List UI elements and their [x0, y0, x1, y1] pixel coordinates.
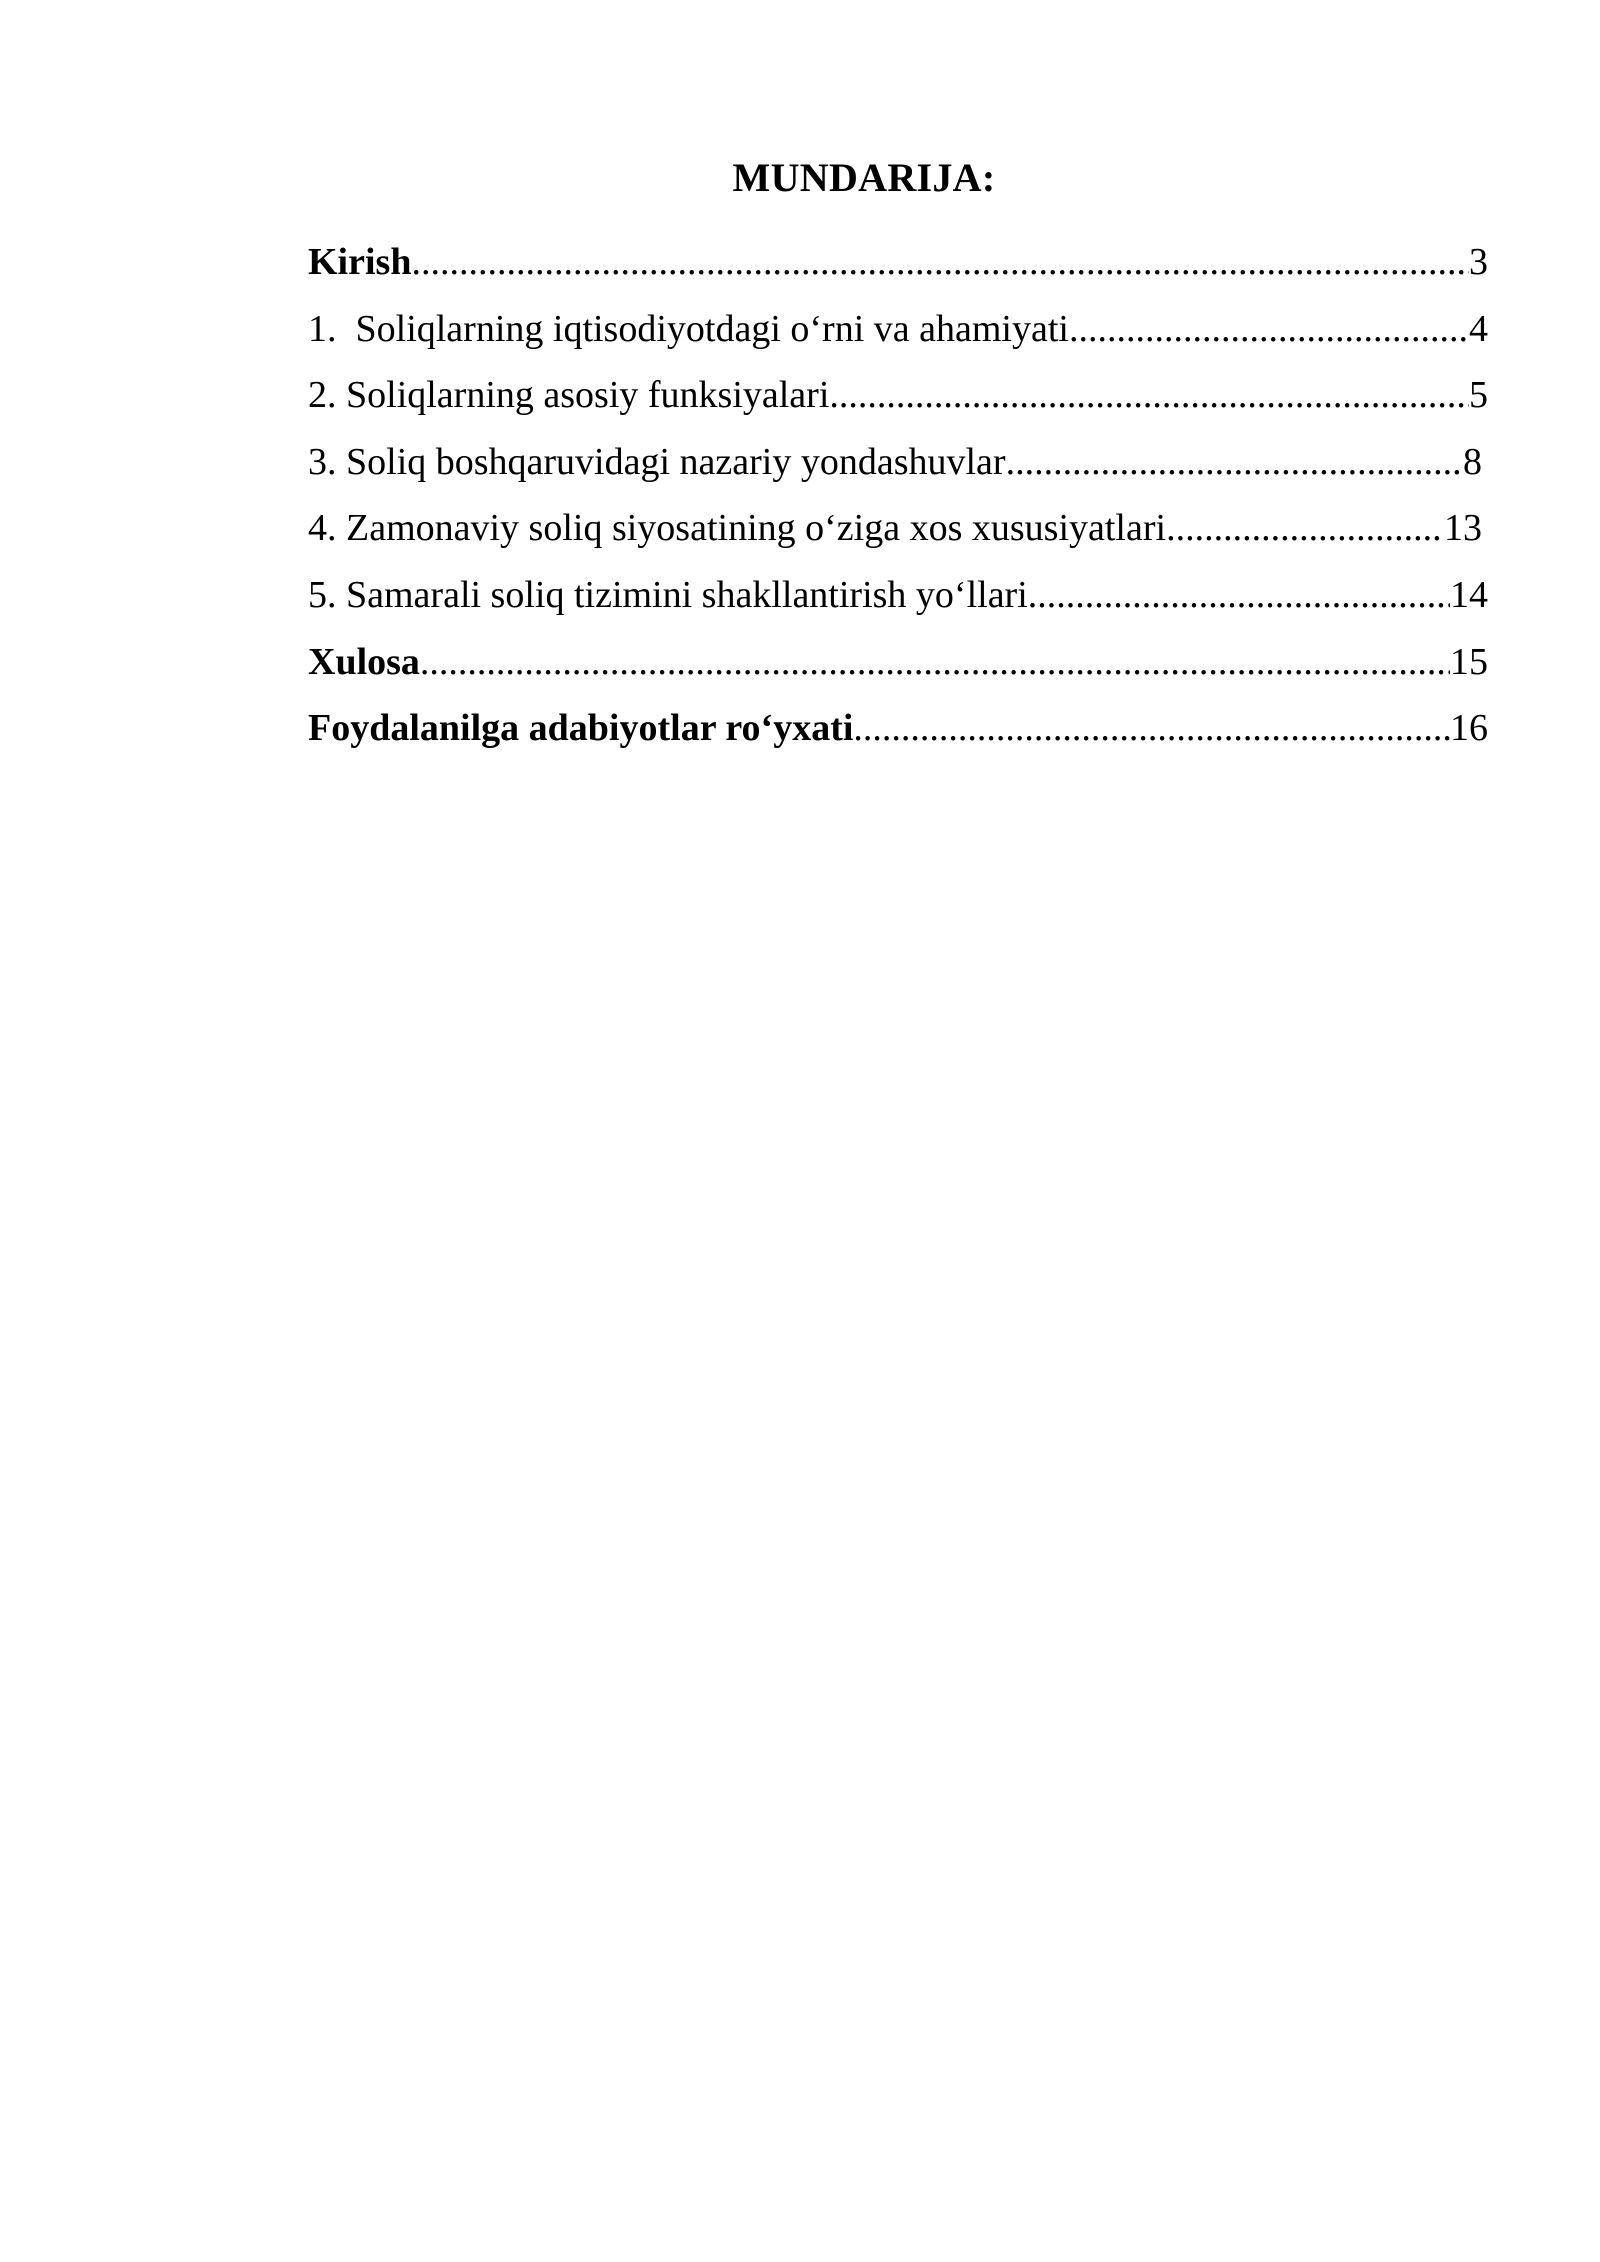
page-title: MUNDARIJA:: [732, 155, 996, 200]
toc-dot-leader: [420, 636, 1450, 688]
toc-entry[interactable]: [308, 303, 1488, 370]
toc-entry[interactable]: [308, 369, 1488, 436]
toc-entry[interactable]: [308, 236, 1488, 303]
toc-entry-text: 5. Samarali soliq tizimini shakllantirish yo‘llari: [308, 573, 1028, 616]
toc-page-number: 5: [1469, 374, 1488, 417]
toc-dot-leader: [411, 236, 1469, 288]
toc-page-number: 15: [1450, 640, 1488, 683]
toc-entry-text: 4. Zamonaviy soliq siyosatining o‘ziga xos xususiyatlari: [308, 507, 1167, 550]
toc-entry[interactable]: [308, 636, 1488, 703]
toc-dot-leader: [853, 702, 1450, 754]
toc-page-number: 8: [1463, 440, 1482, 483]
toc-entry[interactable]: [308, 502, 1482, 569]
toc-page-number: 16: [1450, 707, 1488, 750]
toc-page-number: 14: [1450, 573, 1488, 616]
table-of-contents: [308, 236, 1488, 769]
toc-dot-leader: [829, 369, 1469, 421]
toc-entry[interactable]: [308, 702, 1488, 769]
toc-entry[interactable]: [308, 436, 1482, 503]
toc-entry-text: Foydalanilga adabiyotlar ro‘yxati: [308, 707, 854, 750]
toc-dot-leader: [1069, 303, 1469, 355]
toc-page-number: 4: [1469, 307, 1488, 350]
toc-entry-text: Kirish: [308, 241, 412, 283]
toc-entry-text: Xulosa: [308, 640, 420, 683]
toc-page-number: 13: [1444, 507, 1482, 550]
toc-entry-text: 2. Soliqlarning asosiy funksiyalari: [308, 374, 830, 417]
toc-entry-text: 1. Soliqlarning iqtisodiyotdagi o‘rni va ahamiyati: [308, 307, 1069, 350]
toc-entry-text: 3. Soliq boshqaruvidagi nazariy yondashuvlar: [308, 440, 1006, 483]
toc-entry[interactable]: [308, 569, 1488, 636]
toc-dot-leader: [1166, 502, 1444, 554]
toc-dot-leader: [1028, 569, 1450, 621]
toc-dot-leader: [1006, 436, 1463, 488]
toc-page-number: 3: [1469, 241, 1488, 283]
